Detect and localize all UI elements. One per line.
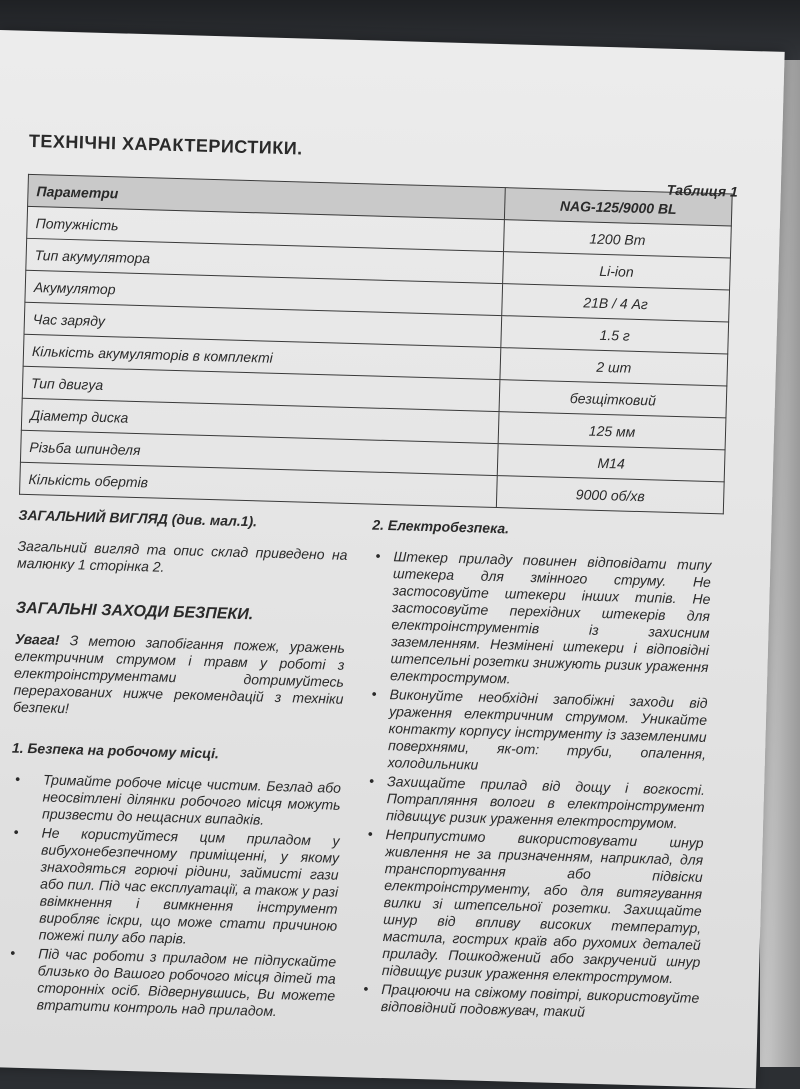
spec-table-wrap [19,174,738,515]
safety-title: ЗАГАЛЬНІ ЗАХОДИ БЕЗПЕКИ. [15,599,254,624]
electric-bullets [359,548,712,1024]
list-item: • Не користуйтеся цим приладом у вибухонебезпечному приміщенні, у якому знаходяться горючі рідини, займисті гази або пил. Під час експлуатації, а також у разі ввімкнення і вимкнення інструмент виробляє іскри, що може стати причиною пожежі пилу або парів. [7,824,340,952]
param-name: Різьба шпинделя [20,430,498,475]
spec-table [19,174,733,515]
param-name: Діаметр диска [21,398,499,443]
warning-paragraph [13,631,345,725]
list-item: • Штекер приладу повинен відповідати типу штекера для змінного струму. Не застосовуйте штекери інших типів. Не застосовуйте перехідних штекерів для електроінструментів із захисним заземленням. Незмінені штекери і відповідні штепсельні розетки знижують ризик ураження електрострумом. [368,548,712,693]
param-value: 1200 Вт [504,220,732,258]
warning-text: З метою запобігання пожеж, уражень електричним струмом і травм у роботі з електроінструментами дотримуйтесь перерахованих нижче рекомендацій з техніки безпеки! [12,631,346,717]
manual-page [0,30,785,1089]
workplace-bullets [5,771,342,1022]
param-value: 21В / 4 Аг [502,284,730,322]
list-item: • Неприпустимо використовувати шнур живлення не за призначенням, наприклад, для транспортування або підвіски електроінструменту, або для витягування вилки зі штепсельної розетки. Захищайте шнур від впливу високих температур, мастила, гострих країв або рухомих деталей приладу. Пошкоджений або закручений шнур підвищує ризик ураження електрострумом. [360,825,704,987]
param-value: безщітковий [499,380,727,418]
param-name: Кількість обертів [20,462,498,507]
header-model: NAG-125/9000 BL [504,188,732,226]
electric-safety-title: 2. Електробезпека. [372,516,510,537]
param-value: 2 шт [500,348,728,386]
text-columns [5,507,729,1035]
param-value: 125 мм [498,412,726,450]
page-content [5,131,739,1034]
list-item: • Працюючи на свіжому повітрі, використовуйте відповідний подовжувач, такий [359,980,700,1023]
list-item: • Тримайте робоче місце чистим. Безлад або неосвітлені ділянки робочого місця можуть призвести до нещасних випадків. [10,771,341,831]
right-column [358,517,712,1034]
warning-label: Увага! [14,630,60,648]
param-name: Потужність [27,206,505,251]
param-name: Тип двигуа [22,366,500,411]
param-value: 9000 об/хв [496,476,724,514]
param-value: 1.5 г [501,316,729,354]
param-value: Li-ion [503,252,731,290]
list-item: • Виконуйте необхідні запобіжні заходи від ураження електричним струмом. Уникайте контакту корпусу інструменту із заземленими поверхнями, як-от: труби, опалення, холодильники [365,686,707,780]
param-name: Кількість акумуляторів в комплекті [23,334,501,379]
general-view-text: Загальний вигляд та опис склад приведено на малюнку 1 сторінка 2. [16,537,348,575]
general-view-title: ЗАГАЛЬНИЙ ВИГЛЯД (див. мал.1). [18,506,258,530]
param-name: Акумулятор [25,270,503,315]
param-name: Час заряду [24,302,502,347]
header-parameter: Параметри [28,174,506,219]
list-item: • Захищайте прилад від дощу і вогкості. Потрапляння вологи в електроінструмент підвищує ризик ураження електрострумом. [364,772,705,832]
left-column [5,507,349,1024]
workplace-safety-title: 1. Безпека на робочому місці. [11,739,220,762]
page-heading: ТЕХНІЧНІ ХАРАКТЕРИСТИКИ. [28,130,303,159]
param-name: Тип акумулятора [26,238,504,283]
list-item: • Під час роботи з приладом не підпускайте близько до Вашого робочого місця дітей та сторонніх осіб. Відвернувшись, Ви можете втратити контроль над приладом. [5,945,337,1022]
table-caption: Таблиця 1 [666,181,738,200]
param-value: М14 [497,444,725,482]
